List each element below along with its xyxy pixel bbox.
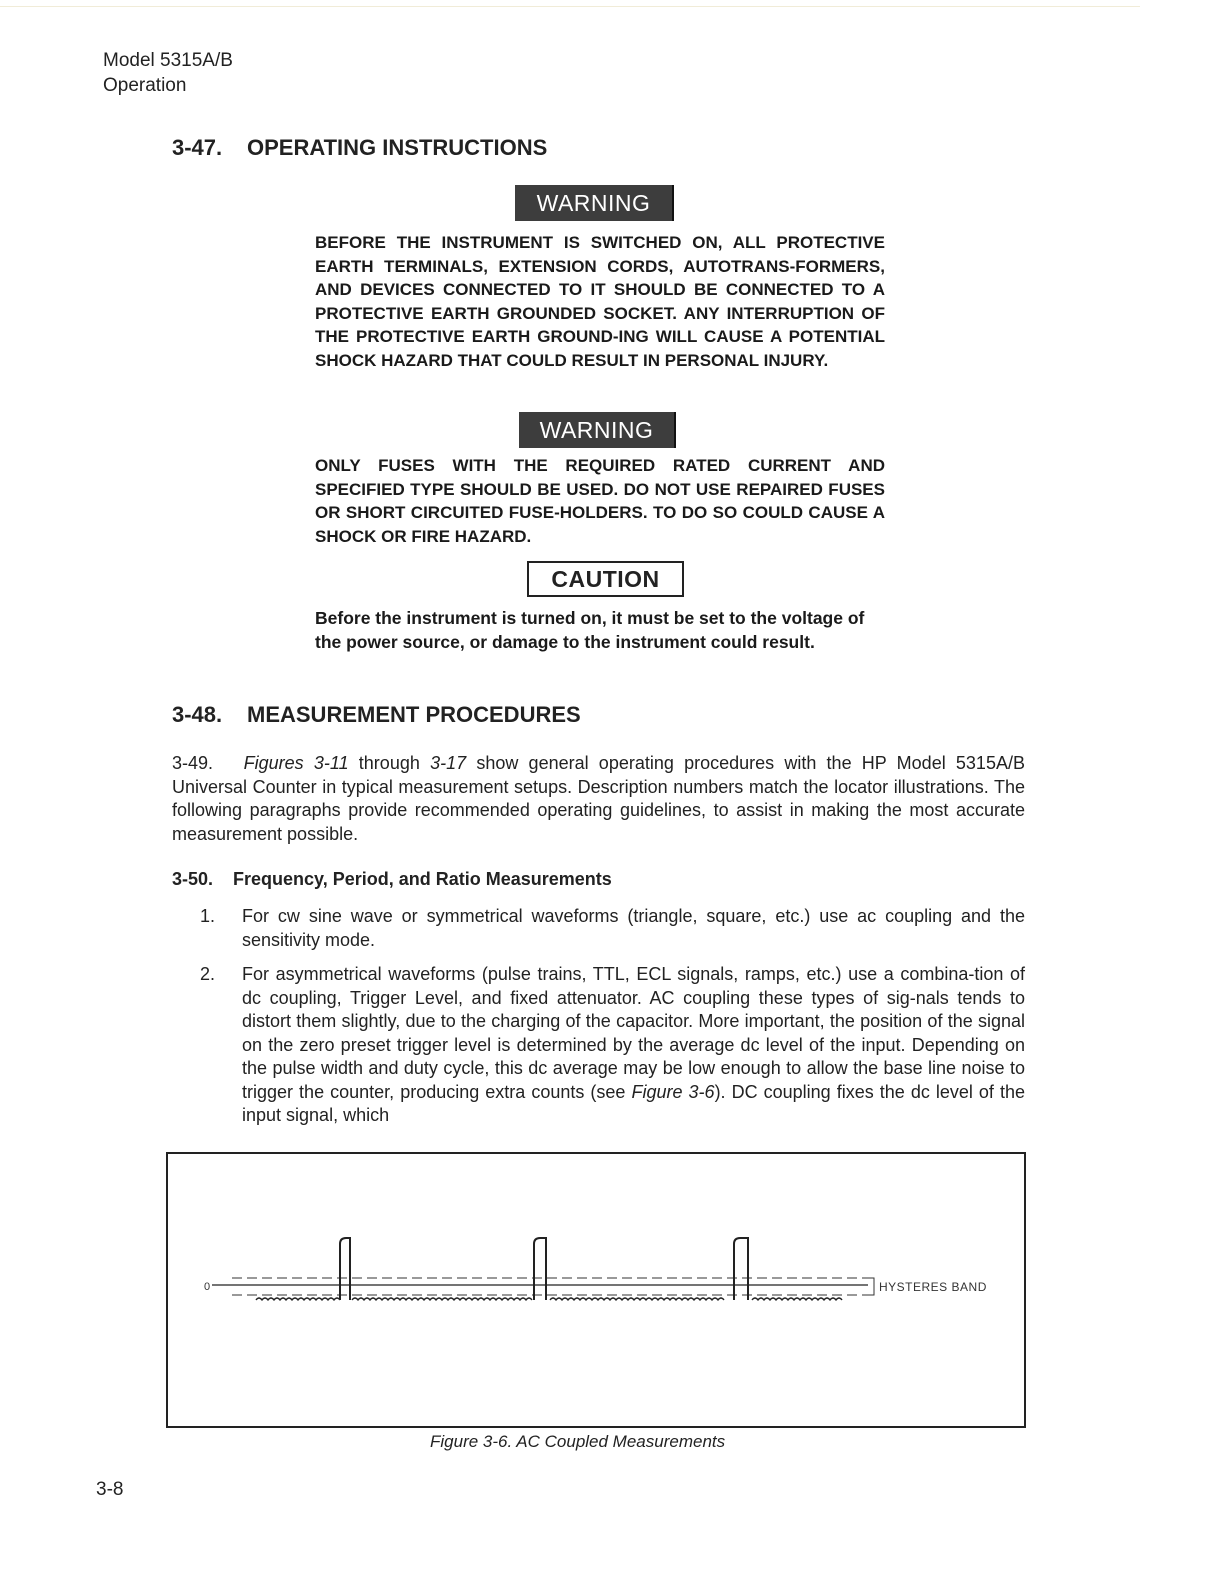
figure-3-6-frame xyxy=(166,1152,1026,1428)
hysteresis-band-label: HYSTERES BAND xyxy=(879,1280,987,1294)
heading-operating-instructions xyxy=(172,135,547,161)
heading-title: OPERATING INSTRUCTIONS xyxy=(247,135,548,160)
warning-text-2: ONLY FUSES WITH THE REQUIRED RATED CURRENT AND SPECIFIED TYPE SHOULD BE USED. DO NOT USE REPAIRED FUSES OR SHORT CIRCUITED FUSE-HOLDERS. TO DO SO COULD CAUSE A SHOCK OR FIRE HAZARD. xyxy=(315,456,885,546)
paragraph-body: show general operating procedures with the HP Model 5315A/B Universal Counter in typical measurement setups. Description numbers match the locator illustrations. The following paragraphs provide recommended operating guidelines, to assist in making the most accurate measurement possible. xyxy=(172,753,1025,844)
header-section: Operation xyxy=(103,75,187,96)
subheading-number: 3-50. xyxy=(172,869,214,889)
figure-ref-end: 3-17 xyxy=(430,753,467,773)
list-item-text xyxy=(242,963,1025,1128)
caution-text: Before the instrument is turned on, it must be set to the voltage of the power source, or damage to the instrument could result. xyxy=(315,608,865,652)
hysteresis-bracket xyxy=(868,1278,874,1295)
page-top-edge xyxy=(0,6,1140,7)
paragraph-number: 3-49. xyxy=(172,753,214,773)
page-number: 3-8 xyxy=(96,1479,124,1500)
subheading-title: Frequency, Period, and Ratio Measurements xyxy=(233,869,612,889)
noise-segment-4 xyxy=(752,1298,842,1300)
list-item-text-after: ). DC coupling fixes the dc level of the input signal, which xyxy=(242,1081,1025,1125)
pulse-3 xyxy=(734,1238,748,1300)
list-item-number: 1. xyxy=(200,906,216,926)
pulse-1 xyxy=(340,1238,350,1300)
list-item-text-before: For asymmetrical waveforms (pulse trains, TTL, ECL signals, ramps, etc.) use a combina-tion of dc coupling, Trigger Level, and fixed attenuator. AC coupling these types of sig-nals tends to distort them slightly, due to the charging of the capacitor. More important, the position of the signal on the zero preset trigger level is determined by the average dc level of the input. Depending on the pulse width and duty cycle, this dc average may be low enough to allow the base line noise to trigger the counter, producing extra counts (see xyxy=(242,964,1025,1102)
list-item-text: For cw sine wave or symmetrical waveforms (triangle, square, etc.) use ac coupling and the sensitivity mode. xyxy=(242,906,1025,950)
zero-label: 0 xyxy=(204,1281,211,1293)
heading-number: 3-48. xyxy=(172,702,223,727)
figure-ref: Figure 3-6 xyxy=(631,1081,715,1102)
warning-badge-1: WARNING xyxy=(515,185,672,221)
noise-segment-3 xyxy=(550,1298,724,1300)
noise-segment-2 xyxy=(352,1298,532,1300)
subheading-frequency xyxy=(172,869,612,890)
caution-badge: CAUTION xyxy=(527,561,684,597)
warning-badge-2: WARNING xyxy=(519,412,674,448)
header-model: Model 5315A/B xyxy=(103,50,233,71)
figure-3-6-waveform xyxy=(168,1154,1024,1426)
running-header xyxy=(103,48,233,98)
warning-text-1: BEFORE THE INSTRUMENT IS SWITCHED ON, ALL PROTECTIVE EARTH TERMINALS, EXTENSION CORDS, AUTOTRANS-FORMERS, AND DEVICES CONNECTED TO IT SHOULD BE CONNECTED TO A PROTECTIVE EARTH GROUNDED SOCKET. ANY INTERRUPTION OF THE PROTECTIVE EARTH GROUND-ING WILL CAUSE A POTENTIAL SHOCK HAZARD THAT COULD RESULT IN PERSONAL INJURY. xyxy=(315,233,885,370)
list-item-number: 2. xyxy=(200,964,216,984)
figure-ref-start: Figures 3-11 xyxy=(243,753,349,773)
heading-measurement-procedures xyxy=(172,702,581,728)
pulse-2 xyxy=(534,1238,546,1300)
paragraph-3-49 xyxy=(172,752,1025,846)
noise-segment-1 xyxy=(256,1298,340,1300)
heading-number: 3-47. xyxy=(172,135,223,160)
heading-title: MEASUREMENT PROCEDURES xyxy=(247,702,581,727)
figure-caption: Figure 3-6. AC Coupled Measurements xyxy=(430,1432,726,1451)
through-word: through xyxy=(358,753,420,773)
